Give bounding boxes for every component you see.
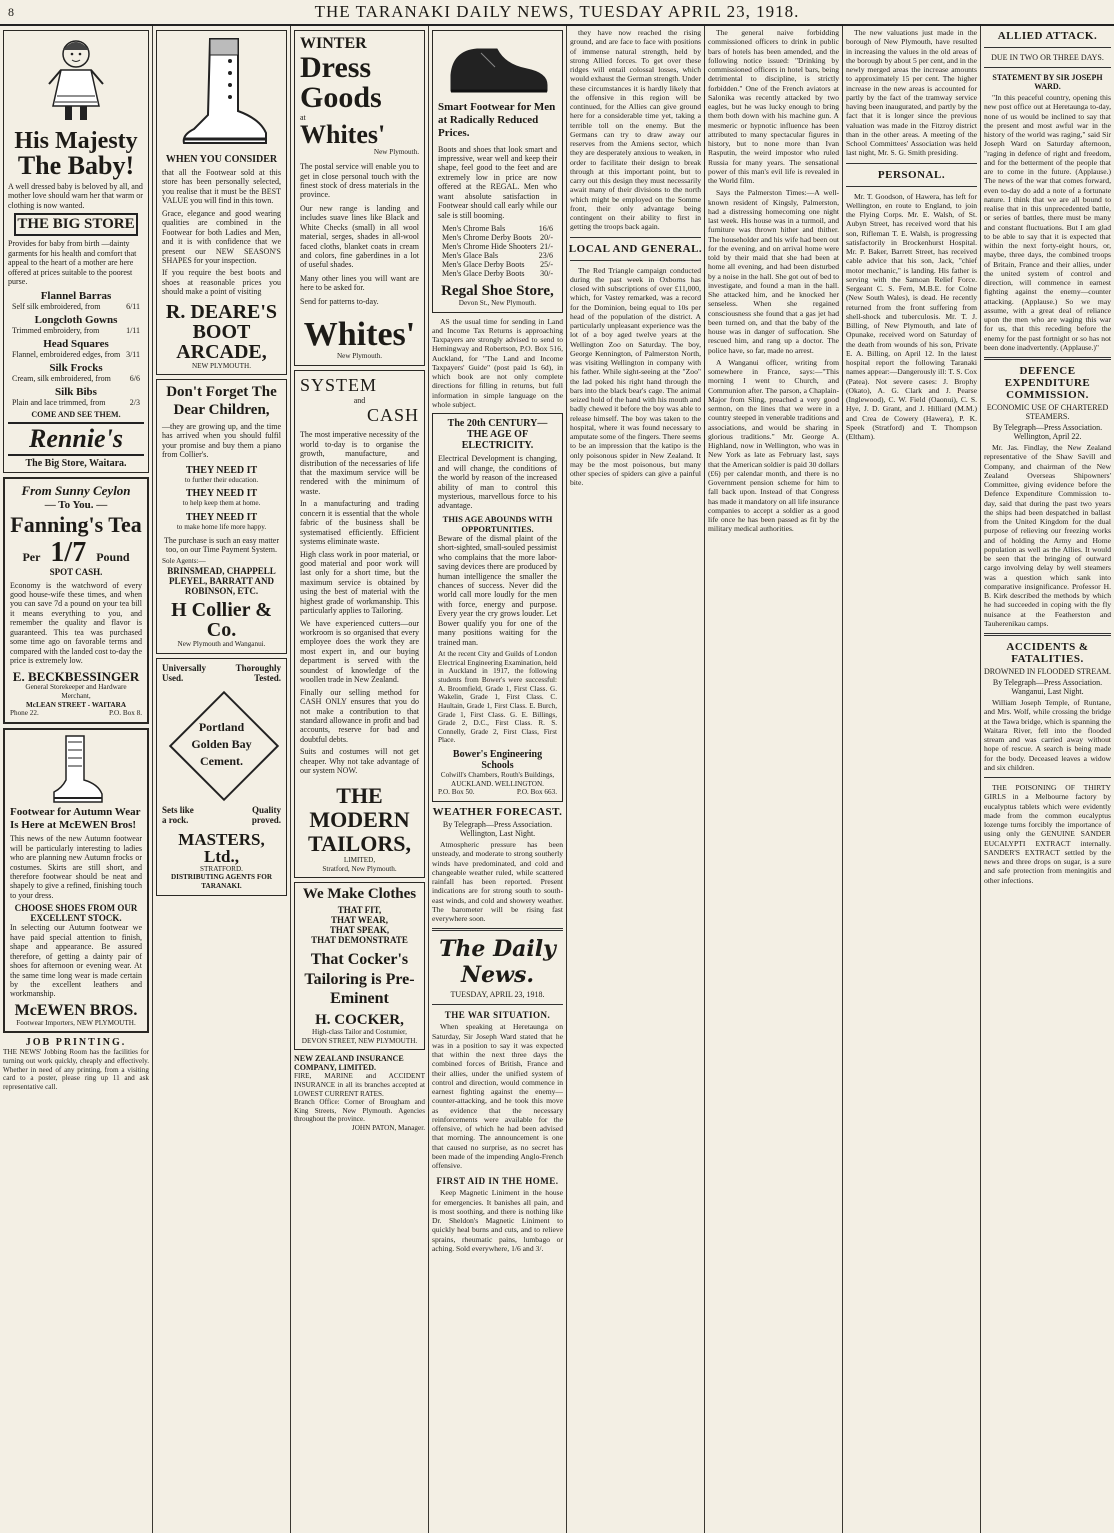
masters-cement-ad	[156, 658, 287, 896]
col7-para-1: The new valuations just made in the borough of New Plymouth, have resulted in increasing the values in the old areas of the borough by about 5 per cent, and in the newly merged areas the increase amounts to approximately 15 per cent. The higher increase in the new areas is accounted for partly by the fact of the tramway service having been inaugurated, and partly by the fact that it is longer since the previous valuation was made in the Fitzroy district than in the other areas. A meeting of the School Committees' Association was held last night, Mr. S. G. Smith presiding.	[846, 28, 977, 158]
age-heading: THIS AGE ABOUNDS WITH OPPORTUNITIES.	[442, 513, 553, 534]
divider	[846, 186, 977, 187]
spot-cash: SPOT CASH.	[49, 566, 103, 577]
pound-label: Pound	[96, 549, 130, 564]
baby-text: A well dressed baby is beloved by all, and mother love should warn her that warm or clothing is now wanted.	[8, 182, 143, 210]
smart-text: Boots and shoes that look smart and impressive, wear well and keep their shape, feel good to the feet and are extremely low in price are now offered at the REGAL. Men who want absolute satisfaction in Footwear should call early while our sale is still booming.	[438, 144, 557, 220]
cocker-ad	[294, 882, 425, 1050]
shoe-price-row	[442, 251, 553, 260]
war-text: When speaking at Heretaunga on Saturday, Sir Joseph Ward stated that he was in a position to say it was expected that within the next three days the combined forces of British, France and their allies, under the unified system of control and direction, would commence in earnest fighting against the enemy—counter-attacking, and he took this move as evidence that the necessary reinforcements were available for the offensive, of which he had been advised that morning. The announcement is one that caused no surprise, as no secret has been made of the impending Anglo-French offensive.	[432, 1022, 563, 1171]
whites-ad	[294, 30, 425, 366]
per-label: Per	[22, 549, 41, 564]
divider	[570, 237, 701, 238]
column-5	[567, 26, 704, 1533]
statement-subheading: STATEMENT BY SIR JOSEPH WARD.	[992, 73, 1103, 91]
need-it-3-sub: to make home life more happy.	[176, 522, 267, 531]
quality: Quality	[251, 804, 281, 815]
grace-text: Grace, elegance and good wearing qualities are combined in the Footwear for both Ladies and Men, and it is with confidence that we present our NEW SEASON'S SHAPES for your inspection.	[162, 208, 281, 265]
shoe-price-row	[442, 224, 553, 233]
weather-text: Atmospheric pressure has been unsteady, and moderate to strong southerly winds have predominated, and cold and changeable weather ruled, while scattered rainfall has been reported. Present indications are for strong south to south-east winds, and cold and showery weather. The barometer will be rising fast everywhere soon.	[432, 840, 563, 924]
shoe-price: 20/-	[540, 233, 553, 243]
tailor-text: In a manufacturing and trading concern it is essential that the whole fabric of the business shall be systematised efficiently. Efficient systems eliminate waste.	[300, 499, 419, 547]
dress-heading: Dress	[300, 51, 372, 84]
cement-brand	[167, 719, 277, 771]
universally: Universally	[162, 662, 206, 673]
shoe-name: Men's Glace Derby Boots	[442, 260, 525, 270]
provides-text: Provides for baby from birth —dainty garments for his health and comfort that appeal to the heart of a mother are here offered at prices suitable to the poorest purse.	[8, 239, 137, 287]
bower-address: Colwill's Chambers, Routh's Buildings, AUCKLAND. WELLINGTON.	[440, 771, 555, 788]
personal-heading: PERSONAL.	[877, 168, 946, 181]
col6-para-3: A Wanganui officer, writing from somewhere in France, says:—"This morning I went to Church, and Communion after. The parson, a Chaplain-Major from Sling, preached a very good sermon, on the lines that we were in a country steeped in venerable traditions and associations, and would be sharing in glorious traditions." Mr. George A. Highland, now in Wellington, who was in New York as late as February last, says that the American soldier is paid 30 dollars (£6) per calendar month, and there is no Government pension scheme for him to fall back upon. Instead of that Congress has made it mandatory on all life insurance companies to accept a soldier as a good life once he has been passed as fit by the military medical authorities.	[708, 357, 839, 534]
defence-body	[984, 443, 1111, 628]
modern-name: THE MODERN TAILORS,	[308, 782, 411, 856]
portland: Portland	[198, 719, 245, 734]
purchase-text: The purchase is such an easy matter too, on our Time Payment System.	[163, 535, 280, 554]
defence-byline: By Telegraph—Press Association. Wellington, April 22.	[992, 423, 1103, 441]
ladies-boot-icon	[172, 35, 272, 151]
that-demonstrate: THAT DEMONSTRATE	[311, 935, 408, 946]
baby-item-price: 2/3	[129, 397, 140, 407]
nz-insurance-ad	[294, 1054, 425, 1132]
first-aid-heading: FIRST AID IN THE HOME.	[436, 1176, 559, 1187]
divider	[984, 357, 1111, 360]
we-make-heading: We Make Clothes	[302, 886, 417, 903]
shoe-price: 30/-	[540, 269, 553, 279]
cocker-sub: High-class Tailor and Costumier, DEVON STREET, NEW PLYMOUTH.	[301, 1028, 418, 1045]
col6-para-2: Says the Palmerston Times:—A well-known resident of Kingsly, Palmerston, had a distressing homecoming one night last week. His house was in a turmoil, and furniture was thrown hither and thither. The householder and his wife had been out for the evening, and on arrival home were told by their maid that she had been at home all evening, and had been disturbed by a noise in the hall. She got out of bed to investigate, and found a man in the hall. She attacked him, and he knocked her senseless. When she regained consciousness she found that a gas jet had been turned on, and that the baby of the house was in danger of suffocation. She rescued him, and rang up a doctor. The police have, so far, made no arrest.	[708, 188, 839, 355]
baby-item-price: 1/11	[126, 325, 140, 335]
masters-stratford: STRATFORD.	[200, 864, 243, 873]
divider	[984, 67, 1111, 68]
fanning-tea-ad	[3, 477, 149, 725]
divider	[984, 47, 1111, 48]
baby-item-desc: Flannel, embroidered edges, from	[12, 349, 121, 359]
range-text: Our new range is landing and includes suave lines like Black and White Checks (small) in all wool material, serges, shades in all-wool faced cloths, blanket coats in cream and colors, fine gaberdines in a lot of useful shades.	[300, 203, 419, 270]
shoe-price-list	[438, 224, 557, 278]
column-2	[153, 26, 290, 1533]
proved: proved.	[251, 814, 281, 825]
thoroughly: Thoroughly	[235, 662, 281, 673]
baby-item-price: 3/11	[126, 349, 140, 359]
expert-text: We have experienced cutters—our workroom is so organised that every employee does the work they are most expert in, and our buying department is served with the soundest of knowledge of the woollen trade in New Zealand.	[300, 618, 419, 685]
news-col7	[846, 28, 977, 158]
divider	[984, 777, 1111, 778]
column-6	[705, 26, 842, 1533]
tea-price: 1/7	[50, 536, 87, 568]
regal-name: Regal Shoe Store,	[441, 283, 554, 300]
that-fit: THAT FIT,	[337, 905, 382, 916]
bower-pobox-2: P.O. Box 663.	[516, 788, 557, 797]
cement-row-3	[162, 805, 281, 815]
baby-heading: The Baby!	[17, 151, 135, 180]
that-speak: THAT SPEAK,	[329, 925, 390, 936]
bower-boxes	[438, 788, 557, 797]
local-text: The Red Triangle campaign conducted during the past week in Oxborns has closed with subscriptions of over £11,000, which, for Vastey remarked, was a record for the Dominion, being equal to 10s per head of the population of the district. A particularly unpleasant experience was the lot of a boy aged twelve years at the Wellington Zoo on Saturday. The boy, George Kennington, of Palmerston North, was visiting Wellington in company with his father. While sight-seeing at the "Zoo" the lad poked his right hand through the bars into the black bear's cage. The animal seized hold of the hand with his mouth and badly chewed it before the boy was able to release himself. The boy was taken to the hospital, where it was found necessary to amputate some of the fingers. There seems to be an impression that the katipo is the only poisonous spider in New Zealand. It may be the most poisonous, but many other species of spiders can give a painful bite.	[570, 265, 701, 488]
due-subheading: DUE IN TWO OR THREE DAYS.	[991, 53, 1104, 62]
defence-heading: DEFENCE EXPENDITURE COMMISSION.	[1004, 365, 1091, 401]
cement-row-4	[162, 815, 281, 825]
column-8	[981, 26, 1114, 1533]
drowned-body	[984, 698, 1111, 772]
collier-name: H Collier & Co.	[171, 599, 272, 642]
baby-item-price: 6/11	[126, 301, 140, 311]
deare-sub: NEW PLYMOUTH.	[191, 361, 252, 370]
repair-text: If you require the best boots and shoes at reasonable prices you should make a point of visiting	[162, 268, 281, 297]
and-label: and	[353, 395, 366, 405]
cocker-name: H. COCKER,	[315, 1012, 404, 1028]
defence-text: Mr. Jas. Findlay, the New Zealand representative of the Shaw Savill and Company, and chairman of the New Zealand Overseas Shipowners' Committee, giving evidence before the Defence Expenditure Commission to-day, said that during the past two years the ships had been despatched in ballast from the United Kingdom for the dual purpose of relieving our freezing works and of holding the Army and Home population as well as the Allies. It would be seen that the bringing of outward cargo involving delay by well steamers was a question which sank into comparative insignificance. Professor H. B. Kirk described the methods by which he had succeeded in coping with the fly nuisance at the Featherston and Tauherenikau camps.	[984, 443, 1111, 628]
masthead-title: THE TARANAKI DAILY NEWS, TUESDAY APRIL 23, 1918.	[314, 2, 800, 21]
regal-sub: Devon St., New Plymouth.	[458, 299, 537, 308]
mcewen-sub: Footwear Importers, NEW PLYMOUTH.	[16, 1018, 136, 1027]
war-body	[432, 1022, 563, 1170]
cement-row-1	[162, 663, 281, 673]
winter-heading: WINTER	[300, 35, 367, 52]
to-you: — To You. —	[44, 498, 108, 511]
masters-name: MASTERS, Ltd.,	[178, 829, 265, 866]
high-text: High class work in poor material, or good material and poor work will last only for a short time, but the maximum service is obtained by using the best of material with the highest grade of workmanship. This particularly applies to Tailoring.	[300, 549, 419, 616]
finally-text: Finally our selling method for CASH ONLY ensures that you do not make a contribution to that standard allowance in profit and bad accounts, reserve for bad and doubtful debts.	[300, 687, 419, 744]
baby-item-name: Flannel Barras	[40, 289, 112, 302]
dont-text: —they are growing up, and the time has arrived when you should fulfil your promise and buy them a piano from Collier's.	[162, 421, 281, 460]
footwear-heading: Footwear for Autumn Wear Is Here at McEWEN Bros!	[10, 806, 141, 831]
divider	[432, 928, 563, 931]
bower-pobox-1: P.O. Box 50.	[438, 788, 475, 797]
baby-item-desc: Self silk embroidered, from	[12, 301, 101, 311]
nz-heading: NEW ZEALAND INSURANCE COMPANY, LIMITED.	[294, 1054, 404, 1073]
modern-address: Stratford, New Plymouth.	[322, 864, 397, 873]
mcewen-name: McEWEN BROS.	[14, 1001, 138, 1019]
sets-like: Sets like	[162, 804, 194, 815]
rennies-address: The Big Store, Waitara.	[25, 457, 127, 469]
rennies-ad	[3, 30, 149, 473]
beckbessinger-sub: General Storekeeper and Hardware Merchant,	[25, 683, 127, 701]
whites-np: New Plymouth.	[373, 148, 419, 157]
deare-name: R. DEARE'S BOOT ARCADE,	[165, 300, 278, 363]
send-text: Send for patterns to-day.	[300, 296, 379, 306]
allied-body	[984, 93, 1111, 352]
baby-item-row	[12, 302, 140, 311]
shoe-price: 25/-	[540, 260, 553, 270]
daily-news-title: The Daily News.	[439, 936, 556, 989]
baby-item-name: Head Squares	[43, 337, 109, 350]
agents-label: Sole Agents:—	[162, 557, 206, 566]
a-rock: a rock.	[162, 814, 189, 825]
need-it-1-sub: to further their education.	[184, 475, 259, 484]
weather-heading: WEATHER FORECAST.	[432, 806, 563, 819]
drowned-subheading: DROWNED IN FLOODED STREAM.	[983, 667, 1112, 676]
weather-body	[432, 840, 563, 923]
big-store-logo: THE BIG STORE	[14, 213, 138, 236]
first-aid-body	[432, 1188, 563, 1253]
baby-item-row	[12, 374, 140, 383]
need-it-1: THEY NEED IT	[185, 464, 258, 476]
nz-manager: JOHN PATON, Manager.	[351, 1124, 425, 1133]
local-heading: LOCAL AND GENERAL.	[568, 242, 703, 255]
smart-heading: Smart Footwear for Men at Radically Reduced Prices.	[438, 101, 556, 140]
century-heading: The 20th CENTURY—THE AGE OF ELECTRICITY.	[447, 418, 548, 452]
need-it-2: THEY NEED IT	[185, 488, 258, 500]
war-heading: THE WAR SITUATION.	[444, 1010, 551, 1021]
baby-item-row	[12, 350, 140, 359]
deare-boot-ad	[156, 30, 287, 375]
local-body	[570, 266, 701, 488]
weather-byline: By Telegraph—Press Association. Wellington, Last Night.	[442, 820, 553, 839]
century-text: Electrical Development is changing, and will change, the conditions of the world by reason of the increased ability of man to control this mysterious, marvellous force to his advantage.	[438, 454, 557, 511]
cash-heading: CASH	[366, 405, 419, 426]
used: Used.	[162, 672, 184, 683]
phone-number: Phone 22.	[10, 709, 39, 718]
shoe-price-row	[442, 269, 553, 278]
cocker-heading: That Cocker's Tailoring is Pre-Eminent	[304, 951, 415, 1007]
goods-heading: Goods	[300, 81, 382, 114]
masthead	[0, 0, 1114, 26]
many-text: Many other lines you will want are here to be asked for.	[300, 273, 419, 293]
shoe-name: Men's Chrome Hide Shooters	[442, 242, 537, 252]
baby-item-name: Silk Frocks	[49, 361, 103, 374]
contact-row	[10, 709, 142, 718]
exam-text: At the recent City and Guilds of London Electrical Engineering Examination, held in Auckland in 1917, the following students from Bower's were successful: A. Broomfield, Grade 1, First Class. G. Wakelin, Grade 1, First Class. C. Haultain, Grade 1, First Class. E. Burch, Grade 1, First Class. G. E. Billings, Grade 2, D.C., First Class. R. S. Connelly, Grade 2, First Class, First Place.	[438, 650, 557, 745]
drowned-byline: By Telegraph—Press Association. Wanganui, Last Night.	[992, 678, 1103, 696]
at-label: at	[300, 113, 306, 122]
shoe-price: 16/6	[538, 224, 553, 234]
boot-icon	[48, 734, 104, 806]
divider	[432, 1004, 563, 1005]
tested: Tested.	[254, 672, 281, 683]
beckbessinger-street: McLEAN STREET - WAITARA	[25, 700, 127, 709]
personal-text: Mr. T. Goodson, of Hawera, has left for Wellington, en route to England, to join the Flying Corps. Mr. E. Walsh, of St. Aubyn Street, has received word that his son, Rifleman T. E. Walsh, is progressing satisfactorily in Brockenhurst Hospital. Mr. P. Baker, Barrett Street, has received cable advice that his son, Jack, "chief motor mechanic," is landing. His father is serving with the Samoan Relief Force. Sergeant C. S. Fern, M.B.E. for Colne (New South Wales), is dead. He recently returned from the front suffering from shell-shock and tuberculosis. Mr. T. J. Billing, of New Plymouth, and late of Opunake, received word on Saturday of the death from wounds of his son, Private E. A. Billing, on April 12. In the latest hospital report the following Taranaki names appear:—Dangerously ill: T. S. Cox (Patea). Not severe cases: J. Brophy (Okato), A. G. Clark and J. Pearse (Inglewood), C. W. Field (Oaonui), C. S. Hye, J. D. Grant, and J. Hilliard (M.M.) and Crea de Cowery (Hawera), P. K. Speek (Stratford) and T. Thompson (Eltham).	[846, 191, 977, 441]
beckbessinger-name: E. BECKBESSINGER	[12, 669, 140, 685]
that-wear: THAT WEAR,	[330, 915, 388, 926]
tea-price-row	[10, 536, 142, 568]
bower-name: Bower's Engineering Schools	[452, 749, 543, 772]
baby-item-desc: Trimmed embroidery, from	[12, 325, 100, 335]
collier-piano-ad	[156, 379, 287, 653]
shoe-price-row	[442, 260, 553, 269]
war-continued-text: they have now reached the rising ground, and are face to face with positions of immense natural strength, held by strong Allied forces. To get over these ridges will entail colossal losses, which would exhaust the German strength. Under these circumstances it is hardly likely that the offensive in this region will be continued, for the Allies can give ground here for a considerable time yet, taking a terrible toll on the enemy. But the Germans can try to draw away our reserves from the Amiens sector, which they are desperately anxious to weaken, in order to facilitate their design to break through at this important point, but to carry out this design they must necessarily await many of their divisions to the north which might be employed on the Somme front, their only advantage being contingent on their ability to first in getting the troops back again.	[570, 28, 701, 232]
choose-heading: CHOOSE SHOES FROM OUR EXCELLENT STOCK.	[14, 903, 138, 924]
modern-tailors-ad	[294, 370, 425, 879]
defence-subheading: ECONOMIC USE OF CHARTERED STEAMERS.	[986, 403, 1109, 421]
bower-ad	[432, 413, 563, 802]
age-text: Beware of the dismal plaint of the short-sighted, small-souled pessimist who complains that the more labor-saving devices there are produced by human intelligence the smaller the chances of success. Never did the world call more loudly for the men with force, energy and purpose. Every year the cry grows louder. Let Bower qualify you for one of the many positions waiting for the trained man.	[438, 533, 557, 647]
personal-body	[846, 192, 977, 442]
need-it-3: THEY NEED IT	[185, 511, 258, 523]
cement: Cement.	[200, 754, 243, 769]
whites-name-2: Whites'	[303, 316, 416, 354]
job-heading: JOB PRINTING.	[25, 1037, 127, 1049]
suits-text: Suits and costumes will not get cheaper. Why not take advantage of our system NOW.	[300, 747, 419, 776]
need-it-2-sub: to help keep them at home.	[182, 499, 261, 508]
golden-bay: Golden Bay	[191, 737, 252, 752]
drowned-text: William Joseph Temple, of Runtane, and Mrs. Wolf, while crossing the bridge at the Tawa bridge, which is spanning the Waitara River, fell into the flooded stream and was carried away without hope of rescue. A search is being made for the body. Deceased leaves a widow and six children.	[984, 698, 1111, 772]
shoe-price: 23/6	[538, 251, 553, 261]
baby-item-name: Silk Bibs	[55, 385, 97, 398]
modern-limited: LIMITED,	[343, 856, 376, 865]
column-7	[843, 26, 980, 1533]
come-see: COME AND SEE THEM.	[31, 409, 121, 419]
accidents-heading: ACCIDENTS & FATALITIES.	[1006, 641, 1089, 665]
baby-item-desc: Plain and lace trimmed, from	[12, 397, 106, 407]
shoe-name: Men's Glace Derby Boots	[442, 269, 525, 279]
system-text: The most imperative necessity of the world to-day is to organise the growth, manufacture, and distribution of the necessaries of life that the maximum service will be rendered with the minimum of waste.	[300, 430, 419, 496]
column-1	[0, 26, 152, 1533]
regal-ad	[432, 30, 563, 313]
col6-para-1: The general naive forbidding commissioned officers to drink in public bars of hotels has been amended, and the following notice issued: "Drinking by commissioned officers in hotel bars, being detrimental to discipline, is strictly forbidden." One of the French aviators at Salonika was recently attacked by two eagles, but he was lucky enough to bring them both down with his machine gun. A mesmeric or hypnotic influence has been attributed to many spectacular figures in history, but to none more than Ivan Rasputin, the weird impostor who ruled Russia for many years. The sensational power of this man's evil life is revealed in the World film.	[708, 28, 839, 185]
issue-date: TUESDAY, APRIL 23, 1918.	[450, 990, 545, 1000]
fanning-heading: Fanning's Tea	[10, 511, 142, 537]
news-col6	[708, 28, 839, 534]
choose-text: In selecting our Autumn footwear we have paid special attention to finish, shape and appearance. Be assured therefore, of getting a dainty pair of shoes for afternoon or evening wear. At the same time long wear is made certain by the excellent leathers and workmanship.	[10, 923, 142, 999]
postal-text: The postal service will enable you to get in close personal touch with the finest stock of dress materials in the province.	[300, 162, 419, 200]
baby-item-price: 6/6	[129, 373, 140, 383]
baby-item-row	[12, 326, 140, 335]
when-heading: WHEN YOU CONSIDER	[165, 154, 278, 165]
tax-text: AS the usual time for sending in Land and Income Tax Returns is approaching Taxpayers are strongly advised to send to Hemingway and Robertson, P.O. Box 516, Auckland, for "The Land and Income Taxpayers' Guide" (post paid 1s 6d), in which book are not only complete directions for filling in returns, but full information in simple language on the whole subject.	[432, 316, 563, 409]
nz-branch: Branch Office: Corner of Brougham and King Streets, New Plymouth. Agencies throughout the province.	[294, 1098, 425, 1124]
whites-name: Whites'	[300, 120, 386, 150]
baby-item-row	[12, 398, 140, 407]
po-box: P.O. Box 8.	[109, 709, 142, 718]
column-4	[429, 26, 566, 1533]
shoe-name: Men's Glace Bals	[442, 251, 499, 261]
dont-heading: Don't Forget The Dear Children,	[166, 384, 277, 418]
shoe-price-row	[442, 233, 553, 242]
divider	[570, 260, 701, 261]
collier-sub: New Plymouth and Wanganui.	[177, 640, 266, 649]
poison-notice	[984, 783, 1111, 885]
tea-text: Economy is the watchword of every good house-wife these times, and when you can save 7d a pound on your tea bill it means everything to you, and remember the quality and flavor is guaranteed. This tea was purchased some time ago on favorable terms and compared with the landed cost to-day the price is extremely low.	[10, 580, 142, 665]
baby-illustration-icon	[41, 34, 111, 126]
cement-row-2	[162, 673, 281, 683]
cement-diamond	[167, 689, 277, 799]
poison-text: THE POISONING OF THIRTY GIRLS in a Melbourne factory by eucalyptus tablets which were evidently made from the common eucalyptus lozenge turns forcibly the importance of using only the GENUINE SANDER EUCALYPTI EXTRACT internally. SANDER'S EXTRACT settled by the news and three drops on sugar, is a sure and safe protection from meningitis and other infections.	[984, 783, 1111, 885]
job-printing-ad	[3, 1037, 149, 1091]
shoe-name: Men's Chrome Derby Boots	[442, 233, 532, 243]
rennies-logo: Rennie's	[8, 422, 144, 456]
mcewen-ad	[3, 728, 149, 1033]
nz-text: FIRE, MARINE and ACCIDENT INSURANCE in all its branches accepted at LOWEST CURRENT RATES.	[294, 1072, 425, 1098]
divider	[984, 633, 1111, 636]
brinsmead-text: BRINSMEAD, CHAPPELL PLEYEL, BARRATT AND ROBINSON, ETC.	[167, 566, 276, 597]
shoe-name: Men's Chrome Bals	[442, 224, 506, 234]
baby-item-desc: Cream, silk embroidered, from	[12, 373, 111, 383]
column-3	[291, 26, 428, 1533]
divider	[846, 163, 977, 164]
first-aid-text: Keep Magnetic Liniment in the house for emergencies. It banishes all pain, and is most soothing, and there is nothing like Dr. Sheldon's Magnetic Liniment to quickly heal burns and cuts, and to relieve sprains, rheumatic pains, lumbago or aching. Sold everywhere, 1/6 and 3/.	[432, 1188, 563, 1253]
majesty-heading: His Majesty	[14, 128, 138, 154]
tax-notice	[432, 317, 563, 410]
shoe-price: 21/-	[540, 242, 553, 252]
page-number: 8	[8, 4, 15, 19]
system-heading: SYSTEM	[300, 374, 378, 395]
baby-item-name: Longcloth Gowns	[34, 313, 118, 326]
masters-distrib: DISTRIBUTING AGENTS FOR TARANAKI.	[170, 873, 273, 890]
allied-text: "In this peaceful country, opening this new post office out at Heretaunga to-day, none of us would be inclined to say that the present and most awful war in the history of the world was raging," said Sir Joseph Ward on Saturday afternoon, "raging in defence of right and freedom, and for the betterment of the people that are to come in the future. (Applause.) The news of the war that comes forward, even to-day do add a note of a fortunate nature. I think that we are all bound to realise that in this unprecedented battle, or series of battles, there must be many and constant fluctuations. But I am glad to be able to say that it is expected that within the next forty-eight hours, or, maybe, three days, the combined troops of Britain, France and their allies, under the united system of control and direction, will commence in earnest fighting against the enemy—counter attacking. (Applause.) So we may assume, with a great deal of reliance upon the men who are waging this war for us, that this receding before the enemy for the past fortnight or so has not been done inadvertently. (Applause.)"	[984, 93, 1111, 352]
shoe-price-row	[442, 242, 553, 251]
baby-items-list	[8, 290, 144, 407]
mens-shoe-icon	[443, 35, 553, 97]
when-text: that all the Footwear sold at this store has been personally selected, you realise that it must be the BEST VALUE you will find in this town.	[162, 168, 281, 206]
footwear-text: This news of the new Autumn footwear will be particularly interesting to ladies who are planning new Autumn frocks or costumes. Skirts are still short, and therefore footwear should be neat and shapely to give a refined, finishing touch to your dress.	[10, 834, 142, 900]
ceylon-heading: From Sunny Ceylon	[21, 482, 131, 498]
war-continued	[570, 28, 701, 232]
allied-heading: ALLIED ATTACK.	[997, 30, 1098, 42]
whites-np-2: New Plymouth.	[336, 352, 383, 361]
job-text: THE NEWS' Jobbing Room has the facilities for turning out work quickly, cheaply and effectively. Whether in need of any printing, from a visiting card to a poster, please ring up 11 and ask representative call.	[3, 1048, 149, 1092]
